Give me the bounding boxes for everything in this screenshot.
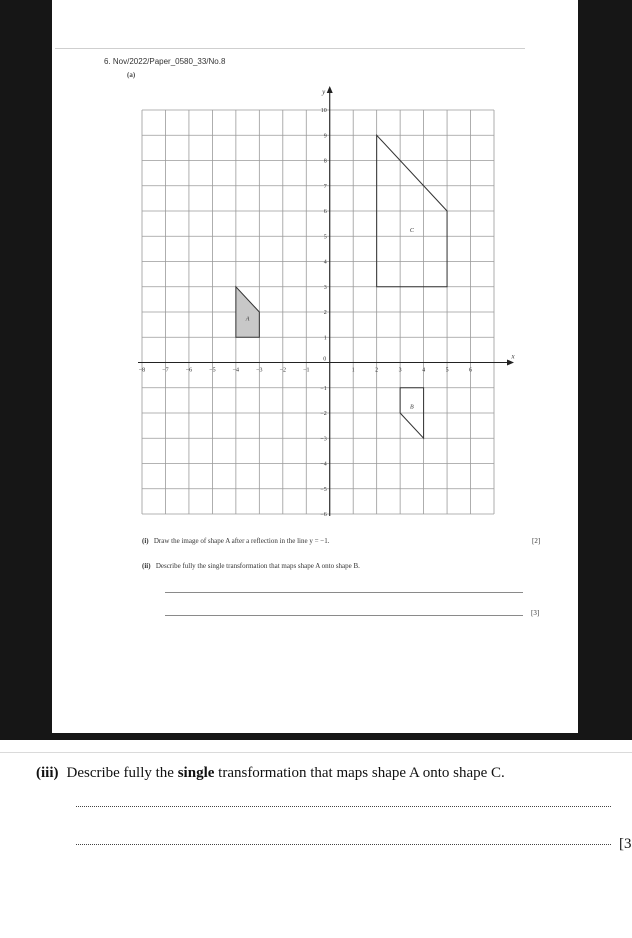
y-tick-label: 9	[323, 133, 327, 140]
x-tick-label: 1	[351, 367, 355, 374]
answer-line-ii-2[interactable]	[165, 615, 523, 616]
question-i-label: (i)	[142, 537, 149, 545]
y-tick-label: −3	[320, 436, 327, 443]
answer-line-iii-2[interactable]	[76, 844, 611, 845]
y-tick-label: 2	[323, 310, 327, 316]
question-iii-text-after: transformation that maps shape A onto shape C.	[214, 765, 505, 781]
x-tick-label: −6	[185, 367, 193, 374]
question-iii-marks: [3	[619, 836, 632, 852]
y-tick-label: −2	[320, 411, 327, 417]
y-tick-label: 1	[323, 335, 327, 342]
separator-rule	[0, 752, 632, 753]
y-tick-label: −5	[320, 486, 327, 493]
question-header: 6. Nov/2022/Paper_0580_33/No.8	[104, 57, 226, 66]
question-i-text: Draw the image of shape A after a reflection in the line y = −1.	[153, 537, 330, 545]
answer-line-ii-1[interactable]	[165, 592, 523, 593]
shape-label-b: B	[410, 404, 414, 411]
question-ii	[142, 562, 360, 570]
x-tick-label: −4	[232, 367, 240, 374]
y-axis-label: y	[322, 88, 326, 96]
question-ii-label: (ii)	[142, 562, 151, 570]
question-ii-text: Describe fully the single transformation that maps shape A onto shape B.	[155, 562, 360, 570]
question-iii-bold-word: single	[177, 765, 215, 781]
x-axis-label: x	[511, 352, 515, 361]
x-tick-label: −1	[303, 367, 310, 374]
question-ii-marks: [3]	[531, 609, 540, 617]
y-tick-label: 3	[323, 284, 327, 291]
x-tick-label: 6	[469, 367, 473, 374]
question-iii-label: (iii)	[36, 765, 59, 781]
y-tick-label: −4	[320, 461, 327, 468]
y-tick-label: 4	[323, 259, 327, 266]
part-a-label: (a)	[127, 71, 136, 79]
question-i	[142, 537, 330, 545]
y-tick-label: −6	[320, 512, 327, 518]
shape-a	[236, 287, 259, 338]
x-tick-label: −8	[138, 367, 146, 374]
question-i-marks: [2]	[532, 537, 541, 545]
x-tick-label: 4	[422, 367, 426, 374]
question-iii-text-before: Describe fully the	[66, 765, 178, 781]
x-tick-label: −5	[209, 367, 216, 374]
x-tick-label: −7	[162, 367, 169, 374]
x-tick-label: −2	[279, 367, 286, 374]
y-tick-label: 8	[323, 158, 327, 165]
x-tick-label: 3	[398, 367, 402, 374]
y-tick-label: 5	[323, 234, 327, 241]
origin-label: 0	[323, 356, 327, 363]
x-tick-label: −3	[256, 367, 263, 374]
y-tick-label: 6	[323, 209, 327, 215]
question-iii	[36, 765, 505, 782]
y-axis-arrow	[327, 86, 333, 93]
x-tick-label: 2	[375, 367, 379, 374]
y-tick-label: −1	[320, 385, 327, 392]
y-tick-label: 7	[323, 183, 327, 190]
x-tick-label: 5	[445, 367, 449, 374]
shape-label-c: C	[409, 227, 414, 234]
shape-label-a: A	[245, 316, 250, 323]
answer-line-iii-1[interactable]	[76, 806, 611, 807]
y-tick-label: 10	[320, 108, 327, 114]
